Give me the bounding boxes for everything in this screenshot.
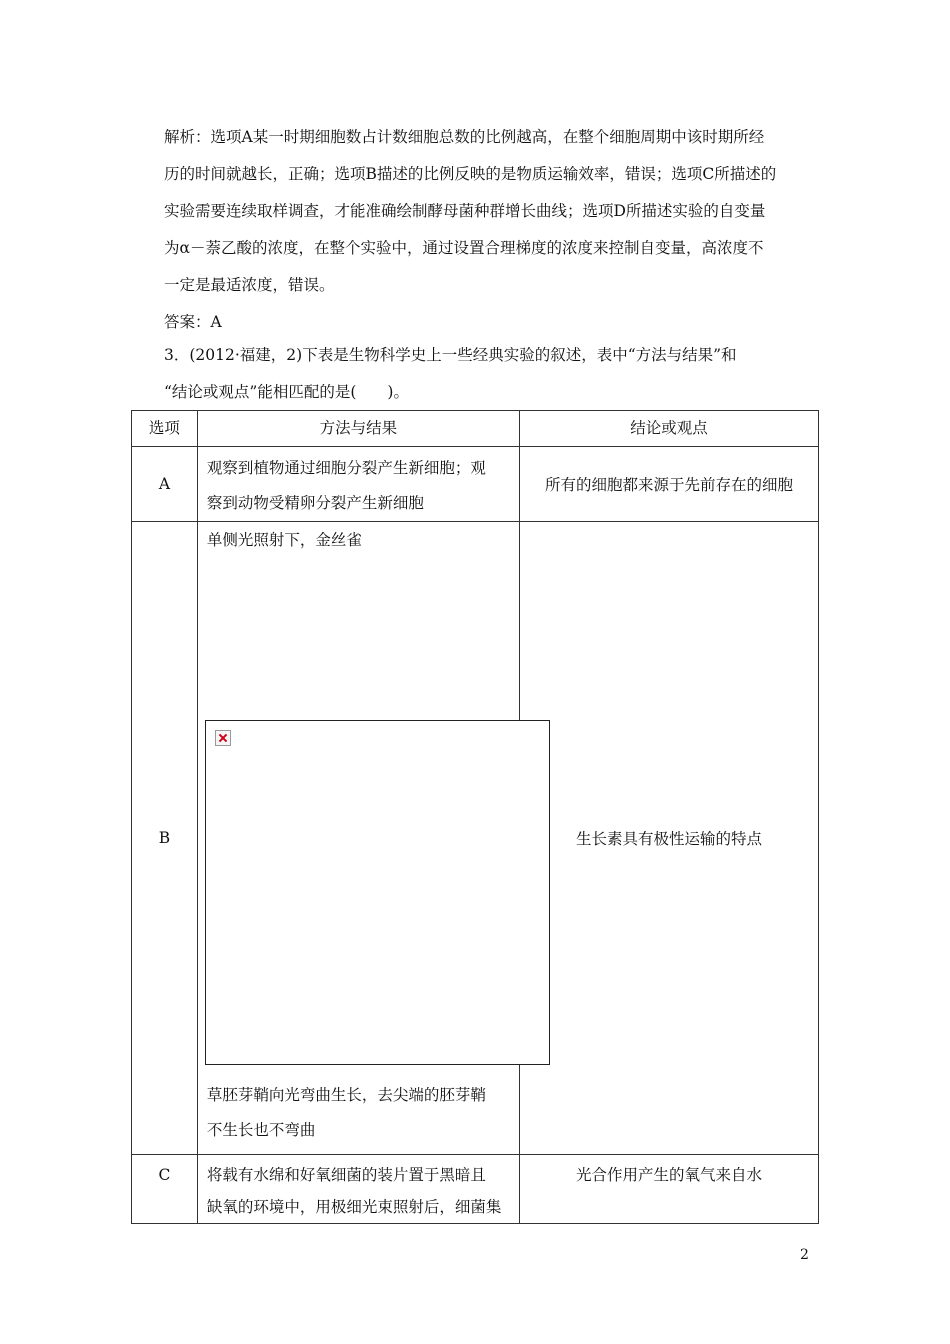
option-label: C [158, 1166, 171, 1184]
row-conclusion [519, 522, 818, 1155]
method-line: 缺氧的环境中，用极细光束照射后，细菌集 [206, 1198, 502, 1216]
page-number: 2 [800, 1247, 809, 1263]
row-conclusion [519, 447, 818, 522]
method-line: 不生长也不弯曲 [206, 1121, 316, 1139]
explanation-line: 实验需要连续取样调查，才能准确绘制酵母菌种群增长曲线；选项D所描述实验的自变量 [164, 202, 766, 220]
question-line: “结论或观点”能相匹配的是( )。 [164, 383, 409, 401]
row-method [197, 1155, 519, 1224]
explanation-line: 一定是最适浓度，错误。 [164, 276, 335, 294]
conclusion-text: 生长素具有极性运输的特点 [575, 830, 762, 848]
conclusion-text: 光合作用产生的氧气来自水 [575, 1166, 762, 1184]
figure-placeholder [205, 720, 550, 1065]
explanation-line: 为α－萘乙酸的浓度，在整个实验中，通过设置合理梯度的浓度来控制自变量，高浓度不 [164, 239, 764, 257]
option-label: B [158, 829, 171, 847]
row-conclusion [519, 1155, 818, 1224]
row-method [197, 447, 519, 522]
header-option: 选项 [132, 411, 198, 447]
question-line: 3．(2012·福建，2)下表是生物科学史上一些经典实验的叙述，表中“方法与结果”和 [164, 346, 737, 364]
option-label: A [158, 475, 171, 493]
table-header-row [132, 411, 819, 447]
conclusion-text: 所有的细胞都来源于先前存在的细胞 [544, 476, 793, 494]
row-option [132, 1155, 198, 1224]
row-option [132, 522, 198, 1155]
explanation-paragraph [164, 119, 814, 304]
explanation-line: 历的时间就越长，正确；选项B描述的比例反映的是物质运输效率，错误；选项C所描述的 [164, 165, 777, 183]
row-option [132, 447, 198, 522]
header-method: 方法与结果 [197, 411, 519, 447]
method-line: 将载有水绵和好氧细菌的装片置于黑暗且 [206, 1166, 486, 1184]
header-conclusion: 结论或观点 [519, 411, 818, 447]
method-line: 草胚芽鞘向光弯曲生长，去尖端的胚芽鞘 [206, 1086, 486, 1104]
broken-image-icon [215, 730, 231, 746]
question-stem [164, 337, 814, 411]
method-line: 察到动物受精卵分裂产生新细胞 [206, 494, 424, 512]
explanation-line: 解析：选项A某一时期细胞数占计数细胞总数的比例越高，在整个细胞周期中该时期所经 [164, 128, 765, 146]
method-line: 单侧光照射下，金丝雀 [206, 531, 362, 549]
table-row [132, 1155, 819, 1224]
answer-line: 答案：A [164, 313, 222, 331]
table-row [132, 447, 819, 522]
method-line: 观察到植物通过细胞分裂产生新细胞；观 [206, 459, 486, 477]
